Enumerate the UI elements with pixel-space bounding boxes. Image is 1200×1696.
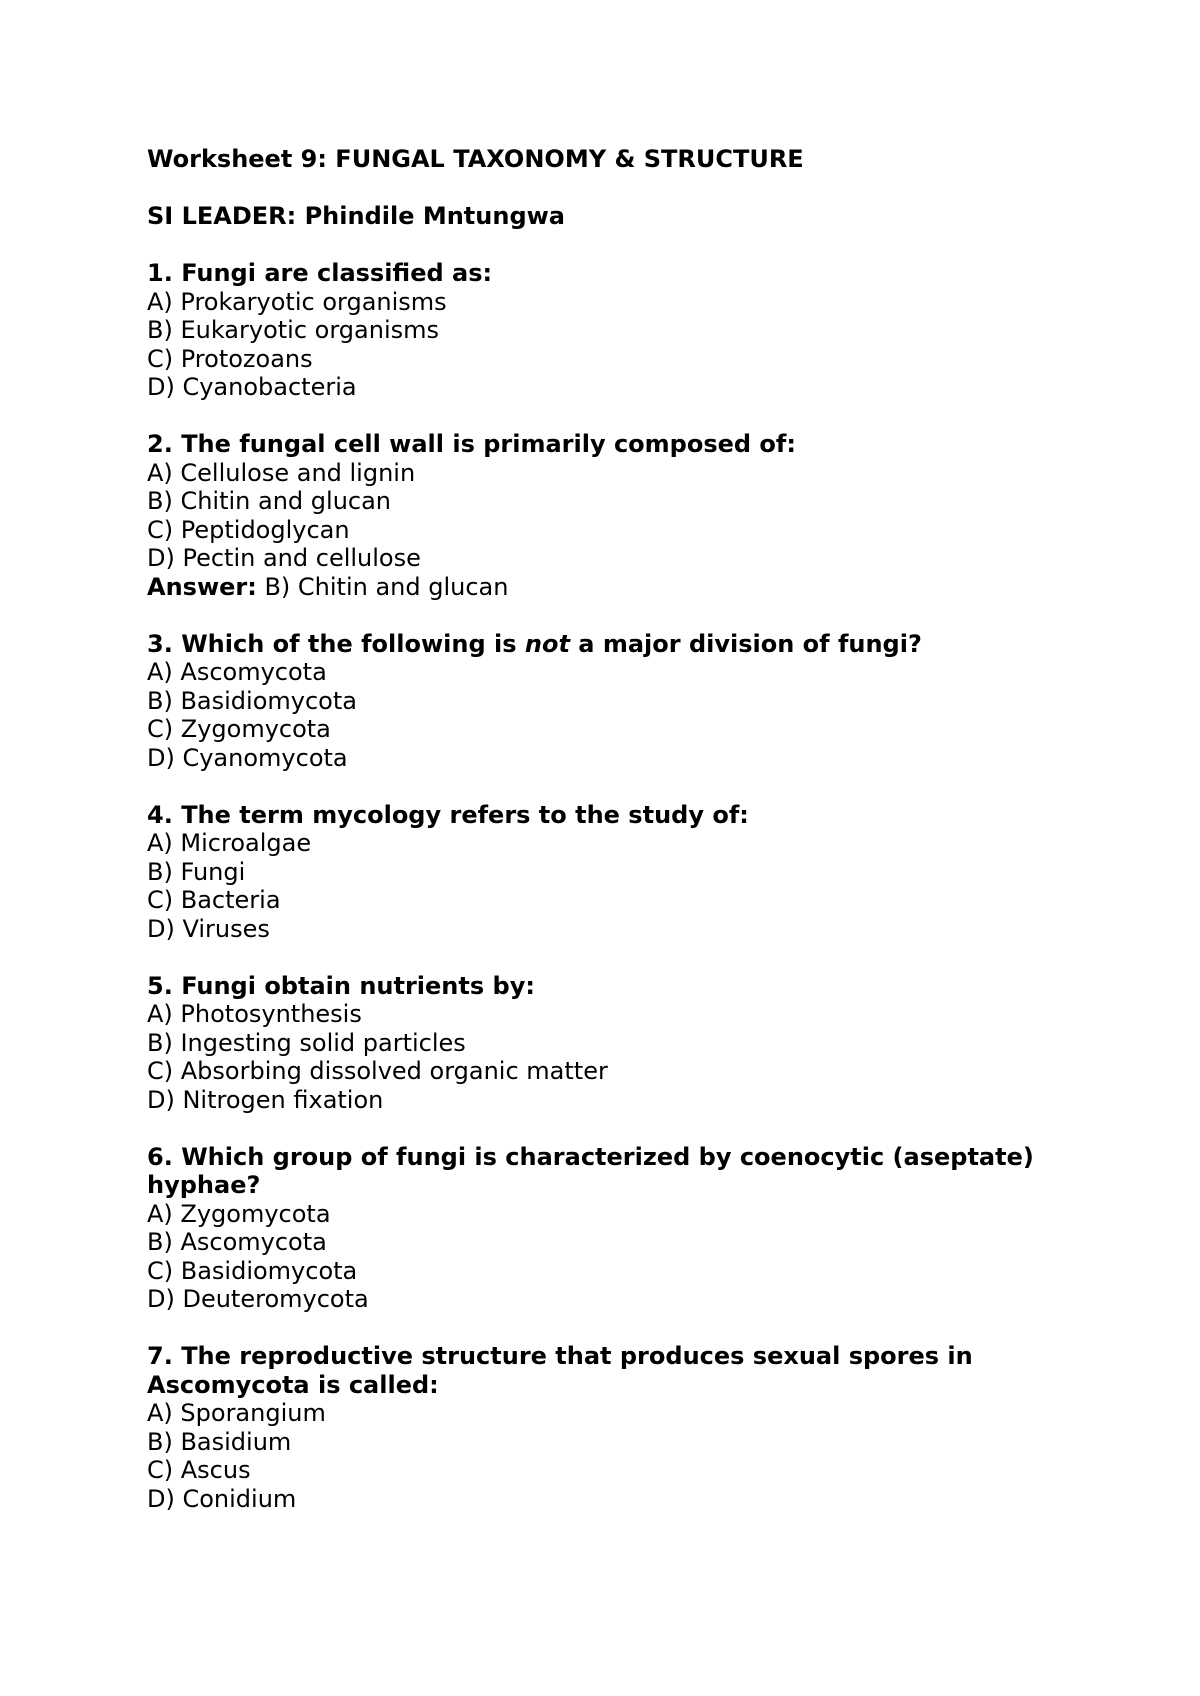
option-d: D) Viruses: [147, 914, 270, 943]
question-text: [147, 801, 1087, 830]
question-7: [147, 1342, 1087, 1513]
option-d: D) Pectin and cellulose: [147, 544, 421, 572]
option-d: D) Conidium: [147, 1484, 297, 1513]
answer-value: B) Chitin and glucan: [256, 572, 509, 601]
answer-line: [147, 573, 1087, 602]
question-prompt: The reproductive structure that produces sexual spores in Ascomycota is called:: [147, 1342, 973, 1399]
option-d: D) Deuteromycota: [147, 1285, 369, 1313]
question-number: 5.: [147, 971, 173, 1000]
option-c: C) Protozoans: [147, 344, 313, 373]
question-prompt: The fungal cell wall is primarily composed of:: [181, 430, 796, 458]
option-d: D) Cyanobacteria: [147, 373, 357, 401]
question-6: [147, 1143, 1087, 1314]
question-prompt: Fungi obtain nutrients by:: [181, 971, 535, 1000]
option-c: C) Bacteria: [147, 886, 281, 914]
question-text: [147, 972, 1087, 1001]
answer-label: Answer:: [147, 572, 257, 601]
option-c: C) Absorbing dissolved organic matter: [147, 1057, 608, 1085]
option-c: C) Ascus: [147, 1456, 251, 1484]
worksheet-page: [147, 145, 1087, 1542]
question-3: [147, 630, 1087, 773]
option-a: A) Ascomycota: [147, 658, 327, 686]
question-prompt-end: a major division of fungi?: [569, 629, 922, 658]
question-prompt: Which group of fungi is characterized by coenocytic (aseptate) hyphae?: [147, 1142, 1034, 1199]
option-a: A) Sporangium: [147, 1399, 326, 1427]
option-c: C) Basidiomycota: [147, 1256, 358, 1285]
question-prompt: Fungi are classified as:: [181, 259, 493, 287]
question-1: [147, 259, 1087, 402]
question-4: [147, 801, 1087, 944]
question-text: [147, 259, 1087, 288]
page-title: Worksheet 9: FUNGAL TAXONOMY & STRUCTURE: [147, 145, 804, 173]
option-a: A) Photosynthesis: [147, 1000, 362, 1028]
question-number: 6.: [147, 1142, 173, 1171]
question-prompt-start: Which of the following is: [181, 629, 525, 658]
question-number: 2.: [147, 430, 173, 458]
option-b: B) Basidium: [147, 1427, 292, 1456]
option-d: D) Nitrogen fixation: [147, 1085, 384, 1114]
option-c: C) Peptidoglycan: [147, 515, 350, 544]
option-a: A) Cellulose and lignin: [147, 458, 416, 487]
question-text: [147, 1143, 1087, 1200]
question-number: 1.: [147, 259, 173, 287]
option-a: A) Prokaryotic organisms: [147, 287, 447, 316]
option-b: B) Ascomycota: [147, 1228, 327, 1256]
question-emphasis: not: [524, 629, 570, 658]
question-2: [147, 430, 1087, 601]
option-b: B) Chitin and glucan: [147, 487, 392, 515]
question-number: 7.: [147, 1342, 173, 1370]
question-prompt: The term mycology refers to the study of:: [181, 800, 749, 829]
si-leader: SI LEADER: Phindile Mntungwa: [147, 202, 565, 230]
option-b: B) Ingesting solid particles: [147, 1028, 466, 1057]
question-text: [147, 430, 1087, 459]
option-a: A) Microalgae: [147, 829, 312, 857]
question-5: [147, 972, 1087, 1115]
question-text: [147, 630, 1087, 659]
question-text: [147, 1342, 1087, 1399]
option-b: B) Eukaryotic organisms: [147, 316, 440, 344]
question-number: 4.: [147, 800, 173, 829]
option-b: B) Basidiomycota: [147, 686, 357, 715]
option-a: A) Zygomycota: [147, 1199, 331, 1228]
option-c: C) Zygomycota: [147, 715, 331, 743]
question-number: 3.: [147, 629, 173, 658]
option-b: B) Fungi: [147, 857, 246, 886]
option-d: D) Cyanomycota: [147, 743, 348, 772]
